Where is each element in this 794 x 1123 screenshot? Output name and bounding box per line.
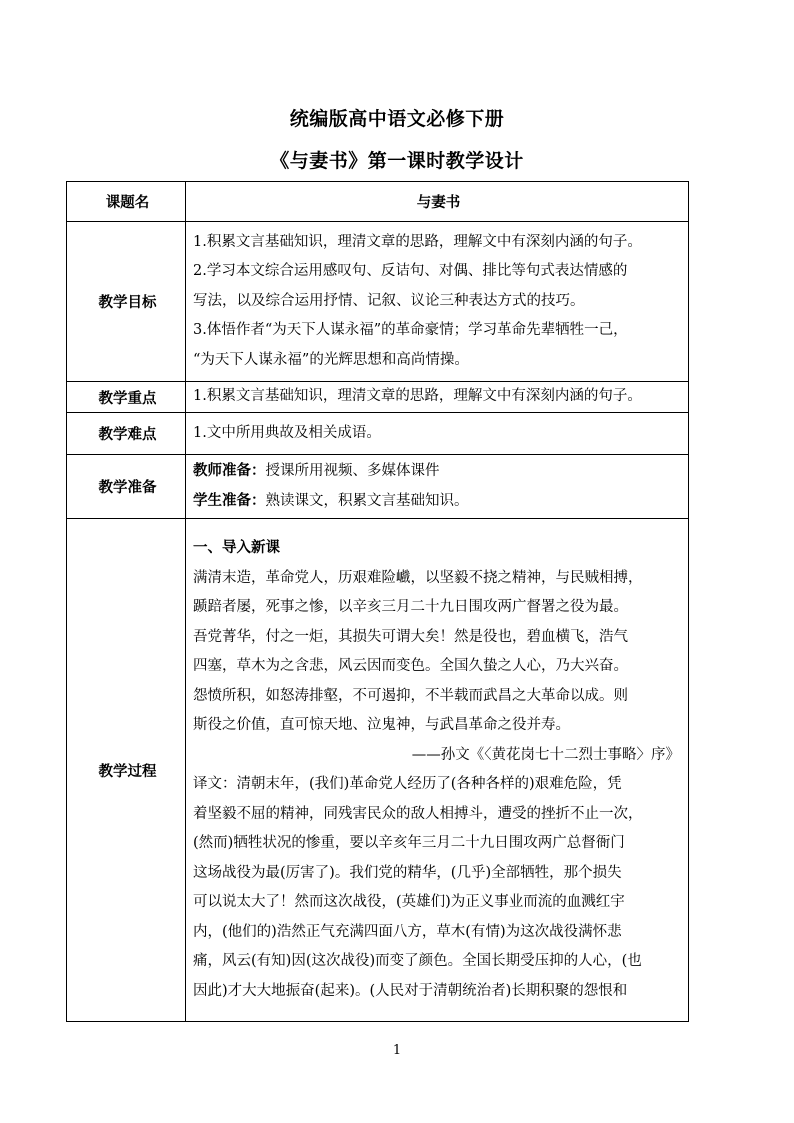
teacher-prep-label: 教师准备： [193, 463, 266, 479]
table-row-topic [67, 182, 689, 222]
label-process: 教学过程 [67, 519, 186, 1022]
label-preparation: 教学准备 [67, 455, 186, 519]
value-topic: 与妻书 [186, 182, 689, 222]
label-key-points: 教学重点 [67, 382, 186, 413]
quote-line: 满清末造，革命党人，历艰难险巇，以坚毅不挠之精神，与民贼相搏， [193, 569, 643, 586]
label-topic: 课题名 [67, 182, 186, 222]
translation-line: 可以说太大了！然而这次战役，(英雄们)为正义事业而流的血溅红宇 [193, 894, 625, 910]
student-prep-text: 熟读课文，积累文言基础知识。 [265, 492, 469, 509]
translation-line: 着坚毅不屈的精神，同残害民众的敌人相搏斗，遭受的挫折不止一次， [193, 805, 643, 822]
teacher-prep-text: 授课所用视频、多媒体课件 [265, 463, 440, 479]
objective-line: 1.积累文言基础知识，理清文章的思路，理解文中有深刻内涵的句子。 [193, 233, 642, 250]
student-prep-label: 学生准备： [193, 492, 266, 509]
table-row-objectives [67, 222, 689, 382]
objective-line: 2.学习本文综合运用感叹句、反诘句、对偶、排比等句式表达情感的 [193, 263, 628, 280]
quote-attribution: ——孙文《〈黄花岗七十二烈士事略〉序》 [411, 746, 680, 763]
document-subtitle: 《与妻书》第一课时教学设计 [270, 150, 524, 172]
difficulty-line: 1.文中所用典故及相关成语。 [193, 424, 381, 441]
process-content [186, 519, 689, 1022]
objective-line: 3.体悟作者“为天下人谋永福”的革命豪情；学习革命先辈牺牲一己， [193, 322, 628, 339]
table-row-key-points [67, 382, 689, 413]
translation-line: 因此)才大大地振奋(起来)。(人民对于清朝统治者)长期积聚的怨恨和 [193, 982, 628, 999]
quote-line: 吾党菁华，付之一炬，其损失可谓大矣！然是役也，碧血横飞，浩气 [193, 628, 628, 645]
table-row-preparation [67, 455, 689, 519]
objective-line: “为天下人谋永福”的光辉思想和高尚情操。 [193, 351, 469, 368]
table-row-process [67, 519, 689, 1022]
objectives-content [186, 222, 689, 382]
translation-line: 内，(他们的)浩然正气充满四面八方，草木(有情)为这次战役满怀悲 [193, 923, 622, 940]
quote-line: 踬踣者屡，死事之惨，以辛亥三月二十九日围攻两广督署之役为最。 [193, 599, 628, 615]
label-difficulties: 教学难点 [67, 413, 186, 455]
document-title: 统编版高中语文必修下册 [289, 108, 505, 130]
section-title: 一、导入新课 [193, 540, 280, 556]
translation-line: 这场战役为最(厉害了)。我们党的精华，(几乎)全部牺牲，那个损失 [193, 864, 622, 881]
table-row-difficulties [67, 413, 689, 455]
quote-line: 斯役之价值，直可惊天地、泣鬼神，与武昌革命之役并寿。 [193, 717, 570, 733]
difficulties-content [186, 413, 689, 455]
translation-line: (然而)牺牲状况的惨重，要以辛亥年三月二十九日围攻两广总督衙门 [193, 835, 625, 851]
teacher-preparation [193, 457, 684, 487]
translation-line: 译文：清朝末年，(我们)革命党人经历了(各种各样的)艰难危险，凭 [193, 776, 622, 792]
key-point-line: 1.积累文言基础知识，理清文章的思路，理解文中有深刻内涵的句子。 [193, 388, 642, 405]
quote-line: 四塞，草木为之含悲，风云因而变色。全国久蛰之人心，乃大兴奋。 [193, 658, 628, 674]
page-number: 1 [392, 1043, 402, 1058]
lesson-plan-table [66, 181, 689, 1022]
label-objectives: 教学目标 [67, 222, 186, 382]
student-preparation [193, 487, 684, 517]
objective-line: 写法，以及综合运用抒情、记叙、议论三种表达方式的技巧。 [193, 292, 585, 309]
translation-line: 痛，风云(有知)因(这次战役)而变了颜色。全国长期受压抑的人心，(也 [193, 953, 642, 969]
quote-line: 怨愤所积，如怒涛排壑，不可遏抑，不半载而武昌之大革命以成。则 [193, 687, 628, 704]
key-points-content [186, 382, 689, 413]
preparation-content [186, 455, 689, 519]
